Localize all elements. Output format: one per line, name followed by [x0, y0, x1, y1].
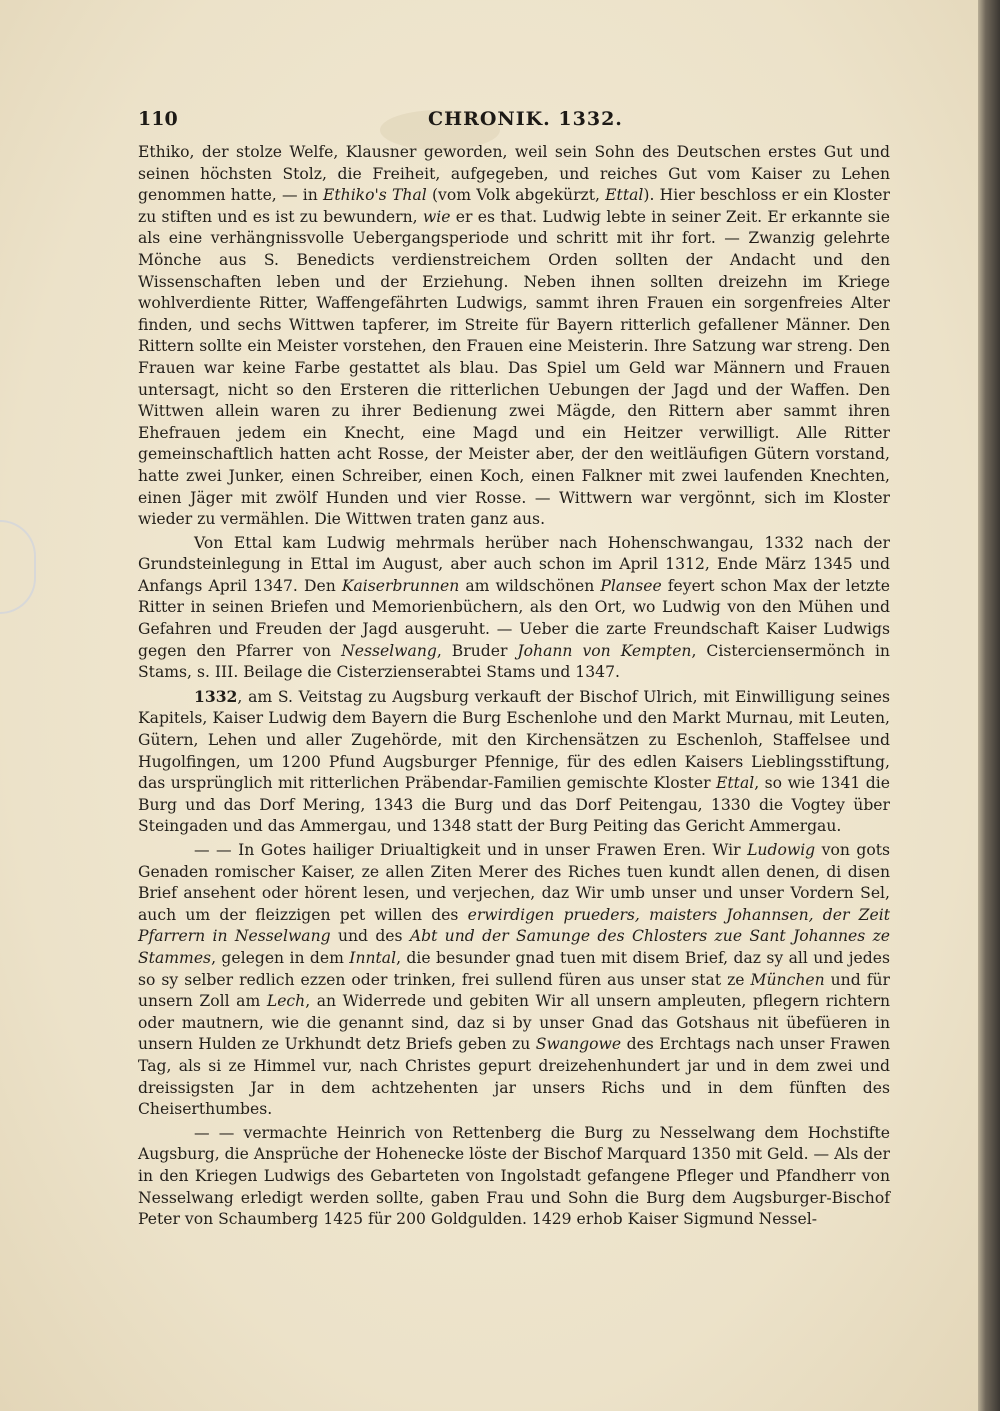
- italic-text: München: [750, 970, 825, 989]
- italic-text: Ethiko's Thal: [323, 186, 427, 205]
- italic-text: Ettal: [605, 186, 644, 205]
- text-run: , die besunder gnad tuen mit disem Brief, daz sy all und jedes so sy selber redlich ezzen oder trinken, frei sullend füren aus unser stat ze: [138, 948, 890, 989]
- bold-year: 1332: [194, 686, 238, 706]
- text-run: , Bruder: [436, 641, 518, 660]
- italic-text: erwirdigen prueders, maisters Johannsen, der Zeit Pfarrern in Nesselwang: [138, 905, 890, 946]
- text-run: , an Widerrede und gebiten Wir all unsern ampleuten, pflegern richtern oder mautnern, wie die genannt sind, daz si by unser Gnad das Gotshaus nit übefüeren in unsern Hulden ze Urkhundt detz Briefs geben zu: [138, 992, 891, 1054]
- text-run: — — In Gotes hailiger Driualtigkeit und in unser Frawen Eren. Wir: [194, 841, 748, 859]
- running-head: CHRONIK. 1332.: [428, 108, 623, 130]
- italic-text: wie: [422, 207, 451, 226]
- paragraph: [138, 1123, 890, 1231]
- text-run: er es that. Ludwig lebte in seiner Zeit. Er erkannte sie als eine verhängnissvolle Uebergangsperiode und schritt mit ihr fort. — Zwanzig gelehrte Mönche aus S. Benedicts verdienstreichem Orden sollten der Andacht und den Wissenschaften leben und der Erziehung. Neben ihnen sollten dreizehn im Kriege wohlverdiente Ritter, Waffengefährten Ludwigs, sammt ihren Frauen ein sorgenfreies Alter finden, und sechs Wittwen tapferer, im Streite für Bayern ritterlich gefallener Männer. Den Rittern sollte ein Meister vorstehen, den Frauen eine Meisterin. Ihre Satzung war streng. Den Frauen war keine Farbe gestattet als blau. Das Spiel um Geld war Männern und Frauen untersagt, nicht so den Ersteren die ritterlichen Uebungen der Jagd und der Waffen. Den Wittwen allein waren zu ihrer Bedienung zwei Mägde, den Rittern aber sammt ihren Ehefrauen jedem ein Knecht, eine Magd und ein Heitzer verwilligt. Alle Ritter gemeinschaftlich hatten acht Rosse, der Meister aber, der den weitläufigen Gütern vorstand, hatte zwei Junker, einen Schreiber, einen Koch, einen Falkner mit zwei laufenden Knechten, einen Jäger mit zwölf Hunden und vier Rosse. — Wittwern war vergönnt, sich im Kloster wieder zu vermählen. Die Wittwen traten ganz aus.: [138, 207, 890, 529]
- text-run: , gelegen in dem: [211, 948, 350, 967]
- text-run: und des: [330, 927, 410, 946]
- text-run: , so wie 1341 die Burg und das Dorf Mering, 1343 die Burg und das Dorf Peitengau, 1330 die Vogtey über Steingaden und das Ammergau, und 1348 statt der Burg Peiting das Gericht Ammergau.: [138, 774, 891, 836]
- page-header: [138, 108, 898, 138]
- italic-text: Plansee: [600, 576, 662, 595]
- text-run: , Cisterciensermönch in Stams, s. III. Beilage die Cisterzienserabtei Stams und 1347.: [138, 641, 890, 682]
- paragraph: [138, 533, 890, 684]
- page-number: 110: [138, 108, 178, 130]
- text-run: von gots Genaden romischer Kaiser, ze allen Ziten Merer des Riches tuen kundt allen denen, di disen Brief ansehent oder hörent lesen, und verjechen, daz Wir umb unser und unser Vordern Sel, auch um der fleizzigen pet willen des: [138, 841, 890, 924]
- text-run: — — vermachte Heinrich von Rettenberg die Burg zu Nesselwang dem Hochstifte Augsburg, die Ansprüche der Hohenecke löste der Bischof Marquard 1350 mit Geld. — Als der in den Kriegen Ludwigs des Gebarteten von Ingolstadt gefangene Pfleger und Pfandherr von Nesselwang erledigt werden sollte, gaben Frau und Sohn die Burg dem Augsburger-Bischof Peter von Schaumberg 1425 für 200 Goldgulden. 1429 erhob Kaiser Sigmund Nessel-: [138, 1123, 890, 1229]
- paragraph: [138, 142, 890, 531]
- text-run: Ethiko, der stolze Welfe, Klausner geworden, weil sein Sohn des Deutschen erstes Gut und seinen höchsten Stolz, die Freiheit, aufgegeben, und reiches Gut vom Kaiser zu Lehen genommen hatte, — in: [138, 143, 890, 205]
- paragraph: [138, 686, 890, 838]
- italic-text: Ludowig: [747, 841, 816, 859]
- body-text: [138, 142, 890, 1231]
- italic-text: Johann von Kempten: [517, 641, 692, 660]
- text-run: (vom Volk abgekürzt,: [426, 186, 606, 205]
- italic-text: Ettal: [716, 774, 755, 793]
- text-run: des Erchtags nach unser Frawen Tag, als si ze Himmel vur, nach Christes gepurt dreizehenhundert jar und in dem zwei und dreissigsten Jar in dem achtzehenten jar unsers Richs und in dem fünften des Cheiserthumbes.: [138, 1035, 890, 1119]
- italic-text: Lech: [266, 992, 306, 1011]
- text-run: am wildschönen: [459, 576, 601, 595]
- italic-text: Abt und der Samunge des Chlosters zue Sant Johannes ze Stammes: [138, 927, 891, 967]
- paragraph: [138, 840, 890, 1121]
- italic-text: Nesselwang: [341, 641, 437, 660]
- text-run: feyert schon Max der letzte Ritter in seinen Briefen und Memorienbüchern, als den Ort, wo Ludwig von den Mühen und Gefahren und Freuden der Jagd ausgeruht. — Ueber die zarte Freundschaft Kaiser Ludwigs gegen den Pfarrer von: [138, 576, 890, 660]
- text-run: , am S. Veitstag zu Augsburg verkauft der Bischof Ulrich, mit Einwilligung seines Kapitels, Kaiser Ludwig dem Bayern die Burg Eschenlohe und den Markt Murnau, mit Leuten, Gütern, Lehen und aller Zugehörde, mit den Kirchensätzen zu Eschenloh, Staffelsee und Hugolfingen, um 1200 Pfund Augsburger Pfennige, für des edlen Kaisers Lieblingsstiftung, das ursprünglich mit ritterlichen Präbendar-Familien gemischte Kloster: [138, 687, 890, 793]
- page-edge: [978, 0, 1000, 1411]
- text-run: Von Ettal kam Ludwig mehrmals herüber nach Hohenschwangau, 1332 nach der Grundsteinlegung in Ettal im August, aber auch schon im April 1312, Ende März 1345 und Anfangs April 1347. Den: [138, 533, 890, 595]
- italic-text: Kaiserbrunnen: [341, 576, 460, 595]
- text-run: und für unsern Zoll am: [138, 970, 890, 1011]
- italic-text: Inntal: [349, 948, 397, 967]
- italic-text: Swangowe: [535, 1035, 622, 1054]
- text-run: ). Hier beschloss er ein Kloster zu stiften und es ist zu bewundern,: [138, 186, 890, 226]
